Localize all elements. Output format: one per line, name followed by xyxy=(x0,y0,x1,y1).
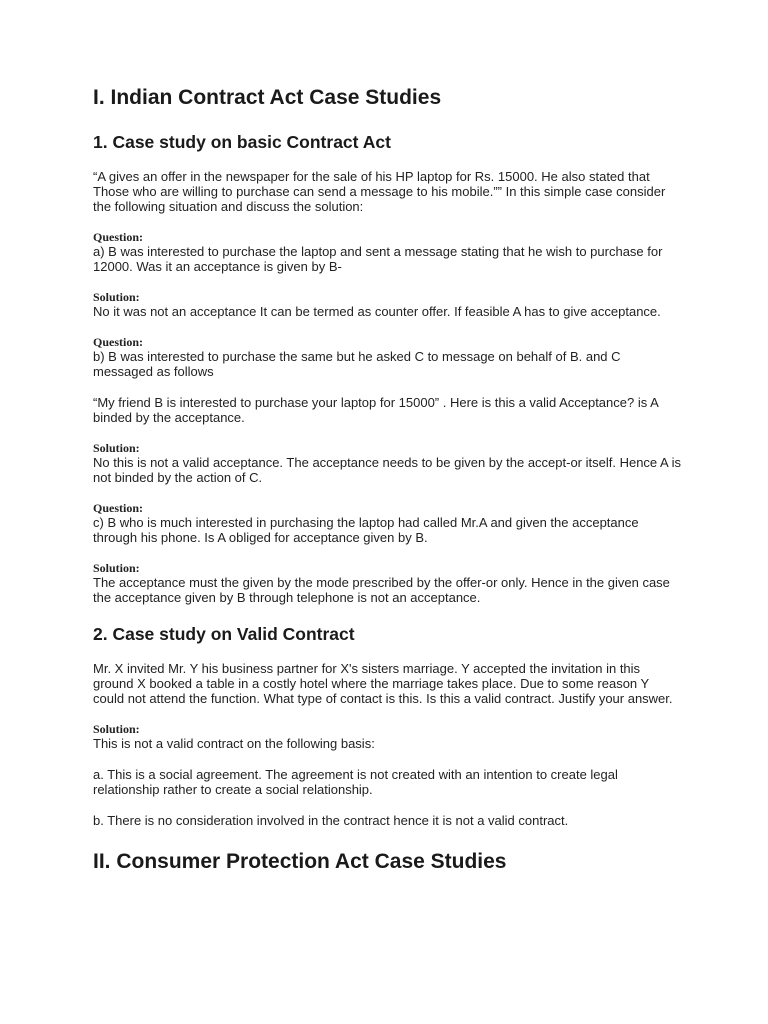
solution-a-text: No it was not an acceptance It can be termed as counter offer. If feasible A has to give acceptance. xyxy=(93,304,661,319)
solution-c-block xyxy=(93,561,683,605)
case-study-1-intro: “A gives an offer in the newspaper for the sale of his HP laptop for Rs. 15000. He also stated that Those who are willing to purchase can send a message to his mobile.”” In this simple case consider the following situation and discuss the solution: xyxy=(93,169,666,214)
question-label: Question: xyxy=(93,501,144,515)
solution-a-block xyxy=(93,290,683,319)
case-study-2-intro: Mr. X invited Mr. Y his business partner for X's sisters marriage. Y accepted the invitation in this ground X booked a table in a costly hotel where the marriage takes place. Due to some reason Y could not attend the function. What type of contact is this. Is this a valid contract. Justify your answer. xyxy=(93,661,673,706)
solution-point-a: a. This is a social agreement. The agreement is not created with an intention to create legal relationship rather to create a social relationship. xyxy=(93,767,618,797)
question-b-block xyxy=(93,335,683,379)
solution-c-text: The acceptance must the given by the mode prescribed by the offer-or only. Hence in the given case the acceptance given by B through telephone is not an acceptance. xyxy=(93,575,670,605)
solution-b-text: No this is not a valid acceptance. The acceptance needs to be given by the accept-or itself. Hence A is not binded by the action of C. xyxy=(93,455,681,485)
solution-label: Solution: xyxy=(93,290,140,304)
question-c-text: c) B who is much interested in purchasing the laptop had called Mr.A and given the acceptance through his phone. Is A obliged for acceptance given by B. xyxy=(93,515,639,545)
section-heading-indian-contract-act: I. Indian Contract Act Case Studies xyxy=(93,86,442,109)
case-2-solution-block xyxy=(93,722,683,751)
case-study-1-title: 1. Case study on basic Contract Act xyxy=(93,132,391,152)
solution-label: Solution: xyxy=(93,441,140,455)
quoted-message: “My friend B is interested to purchase your laptop for 15000” . Here is this a valid Acceptance? is A binded by the acceptance. xyxy=(93,395,659,425)
solution-label: Solution: xyxy=(93,722,140,736)
case-study-2-title: 2. Case study on Valid Contract xyxy=(93,624,355,644)
solution-point-b: b. There is no consideration involved in the contract hence it is not a valid contract. xyxy=(93,813,569,828)
section-heading-consumer-protection-act: II. Consumer Protection Act Case Studies xyxy=(93,850,507,873)
solution-label: Solution: xyxy=(93,561,140,575)
solution-b-block xyxy=(93,441,683,485)
case-2-solution-text: This is not a valid contract on the following basis: xyxy=(93,736,375,751)
document-page xyxy=(93,84,683,876)
question-b-text: b) B was interested to purchase the same but he asked C to message on behalf of B. and C messaged as follows xyxy=(93,349,621,379)
question-a-block xyxy=(93,230,683,274)
question-label: Question: xyxy=(93,335,144,349)
question-label: Question: xyxy=(93,230,144,244)
question-c-block xyxy=(93,501,683,545)
question-a-text: a) B was interested to purchase the laptop and sent a message stating that he wish to purchase for 12000. Was it an acceptance is given by B- xyxy=(93,244,663,274)
